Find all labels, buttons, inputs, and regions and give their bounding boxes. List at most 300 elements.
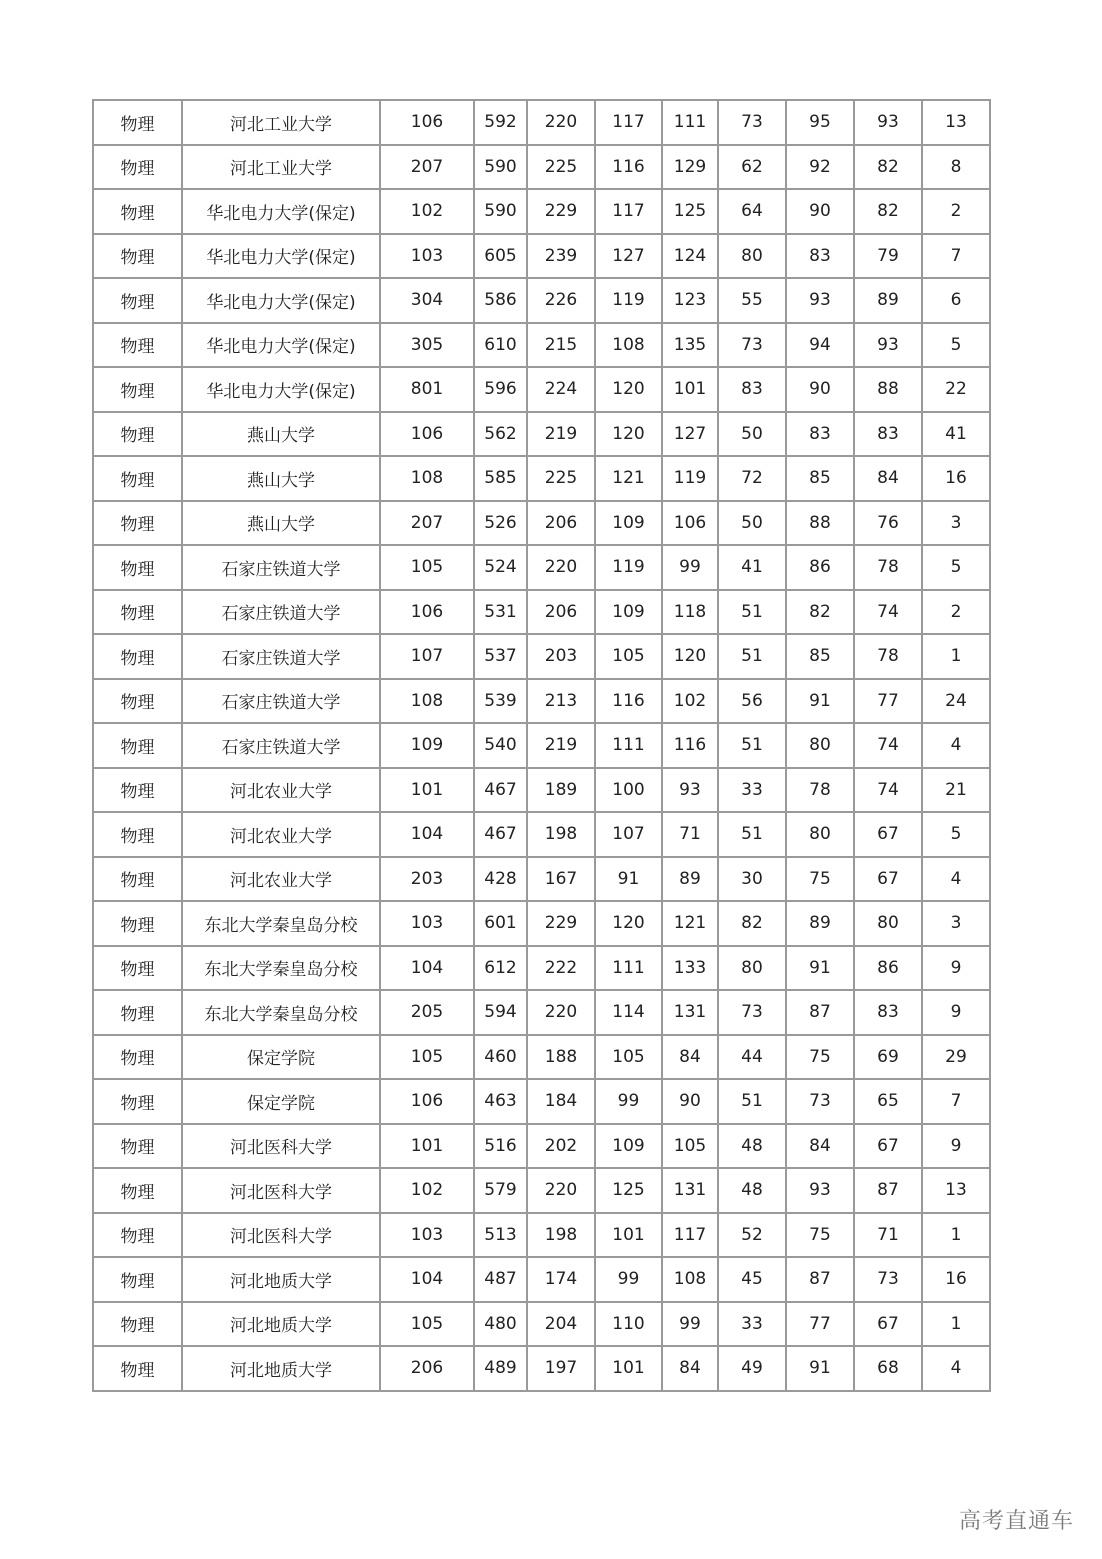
col-6-cell: 121 xyxy=(595,456,662,501)
subject-cell: 物理 xyxy=(93,901,182,946)
table-row xyxy=(93,456,990,501)
col-9-cell: 90 xyxy=(786,367,854,412)
col-7-cell: 105 xyxy=(662,1124,718,1169)
school-name-cell: 燕山大学 xyxy=(182,456,380,501)
col-11-cell: 4 xyxy=(922,857,990,902)
col-5-cell: 198 xyxy=(527,812,595,857)
max-score-cell: 596 xyxy=(474,367,527,412)
subject-cell: 物理 xyxy=(93,812,182,857)
watermark-text: 高考直通车 xyxy=(958,1509,1074,1534)
col-7-cell: 129 xyxy=(662,145,718,190)
col-5-cell: 225 xyxy=(527,456,595,501)
school-name-cell: 石家庄铁道大学 xyxy=(182,590,380,635)
school-name-cell: 河北医科大学 xyxy=(182,1168,380,1213)
col-9-cell: 75 xyxy=(786,1213,854,1258)
subject-cell: 物理 xyxy=(93,679,182,724)
col-5-cell: 222 xyxy=(527,946,595,991)
col-8-cell: 49 xyxy=(718,1346,786,1391)
major-group-cell: 207 xyxy=(380,501,474,546)
col-5-cell: 215 xyxy=(527,323,595,368)
school-name-cell: 河北地质大学 xyxy=(182,1302,380,1347)
school-name-cell: 华北电力大学(保定) xyxy=(182,278,380,323)
col-9-cell: 84 xyxy=(786,1124,854,1169)
col-5-cell: 198 xyxy=(527,1213,595,1258)
col-10-cell: 74 xyxy=(854,723,922,768)
col-6-cell: 114 xyxy=(595,990,662,1035)
table-row xyxy=(93,1346,990,1391)
school-name-cell: 河北工业大学 xyxy=(182,100,380,145)
col-8-cell: 41 xyxy=(718,545,786,590)
table-row xyxy=(93,1213,990,1258)
col-9-cell: 86 xyxy=(786,545,854,590)
subject-cell: 物理 xyxy=(93,1168,182,1213)
subject-cell: 物理 xyxy=(93,1346,182,1391)
col-10-cell: 84 xyxy=(854,456,922,501)
max-score-cell: 585 xyxy=(474,456,527,501)
school-name-cell: 保定学院 xyxy=(182,1079,380,1124)
col-6-cell: 105 xyxy=(595,1035,662,1080)
subject-cell: 物理 xyxy=(93,1257,182,1302)
col-7-cell: 118 xyxy=(662,590,718,635)
col-8-cell: 45 xyxy=(718,1257,786,1302)
major-group-cell: 205 xyxy=(380,990,474,1035)
col-11-cell: 1 xyxy=(922,634,990,679)
col-7-cell: 135 xyxy=(662,323,718,368)
col-8-cell: 80 xyxy=(718,946,786,991)
table-row xyxy=(93,412,990,457)
school-name-cell: 东北大学秦皇岛分校 xyxy=(182,946,380,991)
col-7-cell: 102 xyxy=(662,679,718,724)
major-group-cell: 102 xyxy=(380,1168,474,1213)
col-8-cell: 72 xyxy=(718,456,786,501)
col-5-cell: 204 xyxy=(527,1302,595,1347)
school-name-cell: 河北医科大学 xyxy=(182,1213,380,1258)
col-8-cell: 44 xyxy=(718,1035,786,1080)
max-score-cell: 516 xyxy=(474,1124,527,1169)
school-name-cell: 华北电力大学(保定) xyxy=(182,367,380,412)
col-5-cell: 226 xyxy=(527,278,595,323)
col-9-cell: 75 xyxy=(786,1035,854,1080)
school-name-cell: 保定学院 xyxy=(182,1035,380,1080)
col-10-cell: 67 xyxy=(854,1124,922,1169)
subject-cell: 物理 xyxy=(93,1302,182,1347)
col-8-cell: 64 xyxy=(718,189,786,234)
col-8-cell: 33 xyxy=(718,1302,786,1347)
max-score-cell: 428 xyxy=(474,857,527,902)
col-8-cell: 56 xyxy=(718,679,786,724)
col-7-cell: 101 xyxy=(662,367,718,412)
col-7-cell: 127 xyxy=(662,412,718,457)
major-group-cell: 101 xyxy=(380,1124,474,1169)
col-8-cell: 73 xyxy=(718,323,786,368)
col-10-cell: 93 xyxy=(854,323,922,368)
col-10-cell: 67 xyxy=(854,857,922,902)
col-6-cell: 99 xyxy=(595,1079,662,1124)
subject-cell: 物理 xyxy=(93,100,182,145)
col-9-cell: 91 xyxy=(786,946,854,991)
table-row xyxy=(93,501,990,546)
col-6-cell: 99 xyxy=(595,1257,662,1302)
school-name-cell: 华北电力大学(保定) xyxy=(182,323,380,368)
col-10-cell: 80 xyxy=(854,901,922,946)
col-11-cell: 3 xyxy=(922,501,990,546)
col-11-cell: 9 xyxy=(922,990,990,1035)
subject-cell: 物理 xyxy=(93,768,182,813)
col-6-cell: 101 xyxy=(595,1346,662,1391)
school-name-cell: 河北工业大学 xyxy=(182,145,380,190)
table-row xyxy=(93,367,990,412)
max-score-cell: 539 xyxy=(474,679,527,724)
col-6-cell: 100 xyxy=(595,768,662,813)
major-group-cell: 103 xyxy=(380,1213,474,1258)
col-6-cell: 116 xyxy=(595,145,662,190)
col-6-cell: 107 xyxy=(595,812,662,857)
max-score-cell: 601 xyxy=(474,901,527,946)
max-score-cell: 489 xyxy=(474,1346,527,1391)
col-6-cell: 120 xyxy=(595,412,662,457)
col-11-cell: 41 xyxy=(922,412,990,457)
col-6-cell: 119 xyxy=(595,545,662,590)
col-8-cell: 51 xyxy=(718,812,786,857)
col-8-cell: 52 xyxy=(718,1213,786,1258)
col-11-cell: 1 xyxy=(922,1302,990,1347)
major-group-cell: 104 xyxy=(380,1257,474,1302)
col-7-cell: 125 xyxy=(662,189,718,234)
col-5-cell: 224 xyxy=(527,367,595,412)
col-11-cell: 8 xyxy=(922,145,990,190)
major-group-cell: 801 xyxy=(380,367,474,412)
col-7-cell: 84 xyxy=(662,1035,718,1080)
col-5-cell: 174 xyxy=(527,1257,595,1302)
col-8-cell: 51 xyxy=(718,590,786,635)
col-9-cell: 95 xyxy=(786,100,854,145)
col-10-cell: 65 xyxy=(854,1079,922,1124)
col-11-cell: 7 xyxy=(922,234,990,279)
col-7-cell: 84 xyxy=(662,1346,718,1391)
col-10-cell: 68 xyxy=(854,1346,922,1391)
subject-cell: 物理 xyxy=(93,1124,182,1169)
max-score-cell: 480 xyxy=(474,1302,527,1347)
col-8-cell: 51 xyxy=(718,634,786,679)
col-7-cell: 99 xyxy=(662,1302,718,1347)
col-7-cell: 90 xyxy=(662,1079,718,1124)
col-9-cell: 83 xyxy=(786,234,854,279)
subject-cell: 物理 xyxy=(93,501,182,546)
col-9-cell: 88 xyxy=(786,501,854,546)
subject-cell: 物理 xyxy=(93,1079,182,1124)
col-8-cell: 82 xyxy=(718,901,786,946)
subject-cell: 物理 xyxy=(93,189,182,234)
col-10-cell: 87 xyxy=(854,1168,922,1213)
subject-cell: 物理 xyxy=(93,145,182,190)
col-7-cell: 133 xyxy=(662,946,718,991)
col-11-cell: 4 xyxy=(922,1346,990,1391)
col-9-cell: 85 xyxy=(786,634,854,679)
max-score-cell: 610 xyxy=(474,323,527,368)
subject-cell: 物理 xyxy=(93,857,182,902)
col-10-cell: 82 xyxy=(854,189,922,234)
col-10-cell: 71 xyxy=(854,1213,922,1258)
col-5-cell: 220 xyxy=(527,1168,595,1213)
subject-cell: 物理 xyxy=(93,1213,182,1258)
col-7-cell: 124 xyxy=(662,234,718,279)
school-name-cell: 东北大学秦皇岛分校 xyxy=(182,901,380,946)
table-row xyxy=(93,1168,990,1213)
major-group-cell: 305 xyxy=(380,323,474,368)
col-11-cell: 2 xyxy=(922,590,990,635)
col-9-cell: 91 xyxy=(786,679,854,724)
col-11-cell: 2 xyxy=(922,189,990,234)
col-11-cell: 9 xyxy=(922,946,990,991)
col-11-cell: 22 xyxy=(922,367,990,412)
max-score-cell: 487 xyxy=(474,1257,527,1302)
col-10-cell: 83 xyxy=(854,990,922,1035)
col-6-cell: 111 xyxy=(595,946,662,991)
col-6-cell: 109 xyxy=(595,590,662,635)
col-8-cell: 83 xyxy=(718,367,786,412)
col-11-cell: 7 xyxy=(922,1079,990,1124)
col-9-cell: 82 xyxy=(786,590,854,635)
col-7-cell: 93 xyxy=(662,768,718,813)
table-row xyxy=(93,545,990,590)
max-score-cell: 605 xyxy=(474,234,527,279)
table-row xyxy=(93,1079,990,1124)
col-9-cell: 80 xyxy=(786,812,854,857)
col-5-cell: 239 xyxy=(527,234,595,279)
subject-cell: 物理 xyxy=(93,590,182,635)
col-5-cell: 202 xyxy=(527,1124,595,1169)
school-name-cell: 河北农业大学 xyxy=(182,812,380,857)
subject-cell: 物理 xyxy=(93,412,182,457)
major-group-cell: 101 xyxy=(380,768,474,813)
col-9-cell: 85 xyxy=(786,456,854,501)
col-5-cell: 219 xyxy=(527,723,595,768)
col-8-cell: 73 xyxy=(718,100,786,145)
col-7-cell: 121 xyxy=(662,901,718,946)
max-score-cell: 592 xyxy=(474,100,527,145)
school-name-cell: 河北地质大学 xyxy=(182,1257,380,1302)
col-8-cell: 55 xyxy=(718,278,786,323)
max-score-cell: 531 xyxy=(474,590,527,635)
subject-cell: 物理 xyxy=(93,367,182,412)
col-9-cell: 73 xyxy=(786,1079,854,1124)
col-6-cell: 120 xyxy=(595,901,662,946)
max-score-cell: 612 xyxy=(474,946,527,991)
col-9-cell: 92 xyxy=(786,145,854,190)
col-11-cell: 24 xyxy=(922,679,990,724)
col-5-cell: 197 xyxy=(527,1346,595,1391)
table-row xyxy=(93,990,990,1035)
col-5-cell: 220 xyxy=(527,545,595,590)
col-5-cell: 229 xyxy=(527,901,595,946)
col-6-cell: 91 xyxy=(595,857,662,902)
major-group-cell: 103 xyxy=(380,234,474,279)
subject-cell: 物理 xyxy=(93,946,182,991)
col-9-cell: 80 xyxy=(786,723,854,768)
table-row xyxy=(93,189,990,234)
col-10-cell: 89 xyxy=(854,278,922,323)
col-5-cell: 206 xyxy=(527,501,595,546)
col-11-cell: 13 xyxy=(922,1168,990,1213)
table-row xyxy=(93,590,990,635)
col-7-cell: 108 xyxy=(662,1257,718,1302)
school-name-cell: 燕山大学 xyxy=(182,412,380,457)
col-9-cell: 94 xyxy=(786,323,854,368)
col-5-cell: 206 xyxy=(527,590,595,635)
max-score-cell: 467 xyxy=(474,812,527,857)
subject-cell: 物理 xyxy=(93,456,182,501)
col-11-cell: 29 xyxy=(922,1035,990,1080)
table-row xyxy=(93,812,990,857)
col-5-cell: 189 xyxy=(527,768,595,813)
col-6-cell: 105 xyxy=(595,634,662,679)
col-7-cell: 111 xyxy=(662,100,718,145)
subject-cell: 物理 xyxy=(93,545,182,590)
major-group-cell: 109 xyxy=(380,723,474,768)
col-10-cell: 88 xyxy=(854,367,922,412)
col-6-cell: 116 xyxy=(595,679,662,724)
max-score-cell: 463 xyxy=(474,1079,527,1124)
major-group-cell: 207 xyxy=(380,145,474,190)
table-row xyxy=(93,145,990,190)
subject-cell: 物理 xyxy=(93,278,182,323)
col-10-cell: 69 xyxy=(854,1035,922,1080)
major-group-cell: 106 xyxy=(380,100,474,145)
col-10-cell: 78 xyxy=(854,634,922,679)
col-10-cell: 74 xyxy=(854,590,922,635)
col-5-cell: 225 xyxy=(527,145,595,190)
table-row xyxy=(93,768,990,813)
subject-cell: 物理 xyxy=(93,323,182,368)
school-name-cell: 石家庄铁道大学 xyxy=(182,723,380,768)
col-9-cell: 89 xyxy=(786,901,854,946)
col-9-cell: 78 xyxy=(786,768,854,813)
col-11-cell: 6 xyxy=(922,278,990,323)
col-10-cell: 78 xyxy=(854,545,922,590)
col-5-cell: 184 xyxy=(527,1079,595,1124)
col-9-cell: 77 xyxy=(786,1302,854,1347)
col-6-cell: 119 xyxy=(595,278,662,323)
max-score-cell: 562 xyxy=(474,412,527,457)
col-11-cell: 3 xyxy=(922,901,990,946)
col-6-cell: 117 xyxy=(595,189,662,234)
school-name-cell: 东北大学秦皇岛分校 xyxy=(182,990,380,1035)
col-10-cell: 74 xyxy=(854,768,922,813)
table-row xyxy=(93,679,990,724)
table-row xyxy=(93,234,990,279)
col-7-cell: 123 xyxy=(662,278,718,323)
col-7-cell: 120 xyxy=(662,634,718,679)
col-10-cell: 67 xyxy=(854,1302,922,1347)
col-9-cell: 87 xyxy=(786,990,854,1035)
major-group-cell: 108 xyxy=(380,456,474,501)
col-10-cell: 82 xyxy=(854,145,922,190)
major-group-cell: 104 xyxy=(380,946,474,991)
major-group-cell: 206 xyxy=(380,1346,474,1391)
subject-cell: 物理 xyxy=(93,234,182,279)
col-5-cell: 203 xyxy=(527,634,595,679)
col-7-cell: 117 xyxy=(662,1213,718,1258)
col-8-cell: 48 xyxy=(718,1168,786,1213)
col-11-cell: 16 xyxy=(922,456,990,501)
table-row xyxy=(93,901,990,946)
col-9-cell: 93 xyxy=(786,278,854,323)
table-row xyxy=(93,1302,990,1347)
col-9-cell: 83 xyxy=(786,412,854,457)
school-name-cell: 石家庄铁道大学 xyxy=(182,634,380,679)
school-name-cell: 石家庄铁道大学 xyxy=(182,545,380,590)
school-name-cell: 河北地质大学 xyxy=(182,1346,380,1391)
major-group-cell: 104 xyxy=(380,812,474,857)
col-7-cell: 106 xyxy=(662,501,718,546)
major-group-cell: 102 xyxy=(380,189,474,234)
col-6-cell: 117 xyxy=(595,100,662,145)
col-6-cell: 101 xyxy=(595,1213,662,1258)
max-score-cell: 537 xyxy=(474,634,527,679)
col-8-cell: 50 xyxy=(718,501,786,546)
school-name-cell: 华北电力大学(保定) xyxy=(182,234,380,279)
max-score-cell: 590 xyxy=(474,145,527,190)
max-score-cell: 540 xyxy=(474,723,527,768)
col-9-cell: 75 xyxy=(786,857,854,902)
major-group-cell: 105 xyxy=(380,1302,474,1347)
col-7-cell: 99 xyxy=(662,545,718,590)
col-11-cell: 9 xyxy=(922,1124,990,1169)
col-10-cell: 93 xyxy=(854,100,922,145)
col-7-cell: 116 xyxy=(662,723,718,768)
max-score-cell: 586 xyxy=(474,278,527,323)
max-score-cell: 594 xyxy=(474,990,527,1035)
subject-cell: 物理 xyxy=(93,1035,182,1080)
major-group-cell: 107 xyxy=(380,634,474,679)
col-11-cell: 21 xyxy=(922,768,990,813)
col-11-cell: 5 xyxy=(922,323,990,368)
table-row xyxy=(93,100,990,145)
col-7-cell: 119 xyxy=(662,456,718,501)
score-table xyxy=(92,99,991,1392)
table-row xyxy=(93,946,990,991)
col-8-cell: 50 xyxy=(718,412,786,457)
col-11-cell: 13 xyxy=(922,100,990,145)
table-row xyxy=(93,634,990,679)
major-group-cell: 203 xyxy=(380,857,474,902)
max-score-cell: 513 xyxy=(474,1213,527,1258)
col-11-cell: 16 xyxy=(922,1257,990,1302)
col-6-cell: 109 xyxy=(595,1124,662,1169)
col-9-cell: 90 xyxy=(786,189,854,234)
col-6-cell: 110 xyxy=(595,1302,662,1347)
col-11-cell: 4 xyxy=(922,723,990,768)
school-name-cell: 石家庄铁道大学 xyxy=(182,679,380,724)
col-6-cell: 125 xyxy=(595,1168,662,1213)
col-7-cell: 131 xyxy=(662,990,718,1035)
major-group-cell: 103 xyxy=(380,901,474,946)
col-6-cell: 111 xyxy=(595,723,662,768)
table-row xyxy=(93,323,990,368)
max-score-cell: 579 xyxy=(474,1168,527,1213)
col-10-cell: 77 xyxy=(854,679,922,724)
school-name-cell: 河北医科大学 xyxy=(182,1124,380,1169)
major-group-cell: 106 xyxy=(380,412,474,457)
school-name-cell: 燕山大学 xyxy=(182,501,380,546)
col-8-cell: 51 xyxy=(718,1079,786,1124)
max-score-cell: 460 xyxy=(474,1035,527,1080)
max-score-cell: 590 xyxy=(474,189,527,234)
col-5-cell: 219 xyxy=(527,412,595,457)
col-7-cell: 71 xyxy=(662,812,718,857)
col-11-cell: 1 xyxy=(922,1213,990,1258)
col-10-cell: 73 xyxy=(854,1257,922,1302)
